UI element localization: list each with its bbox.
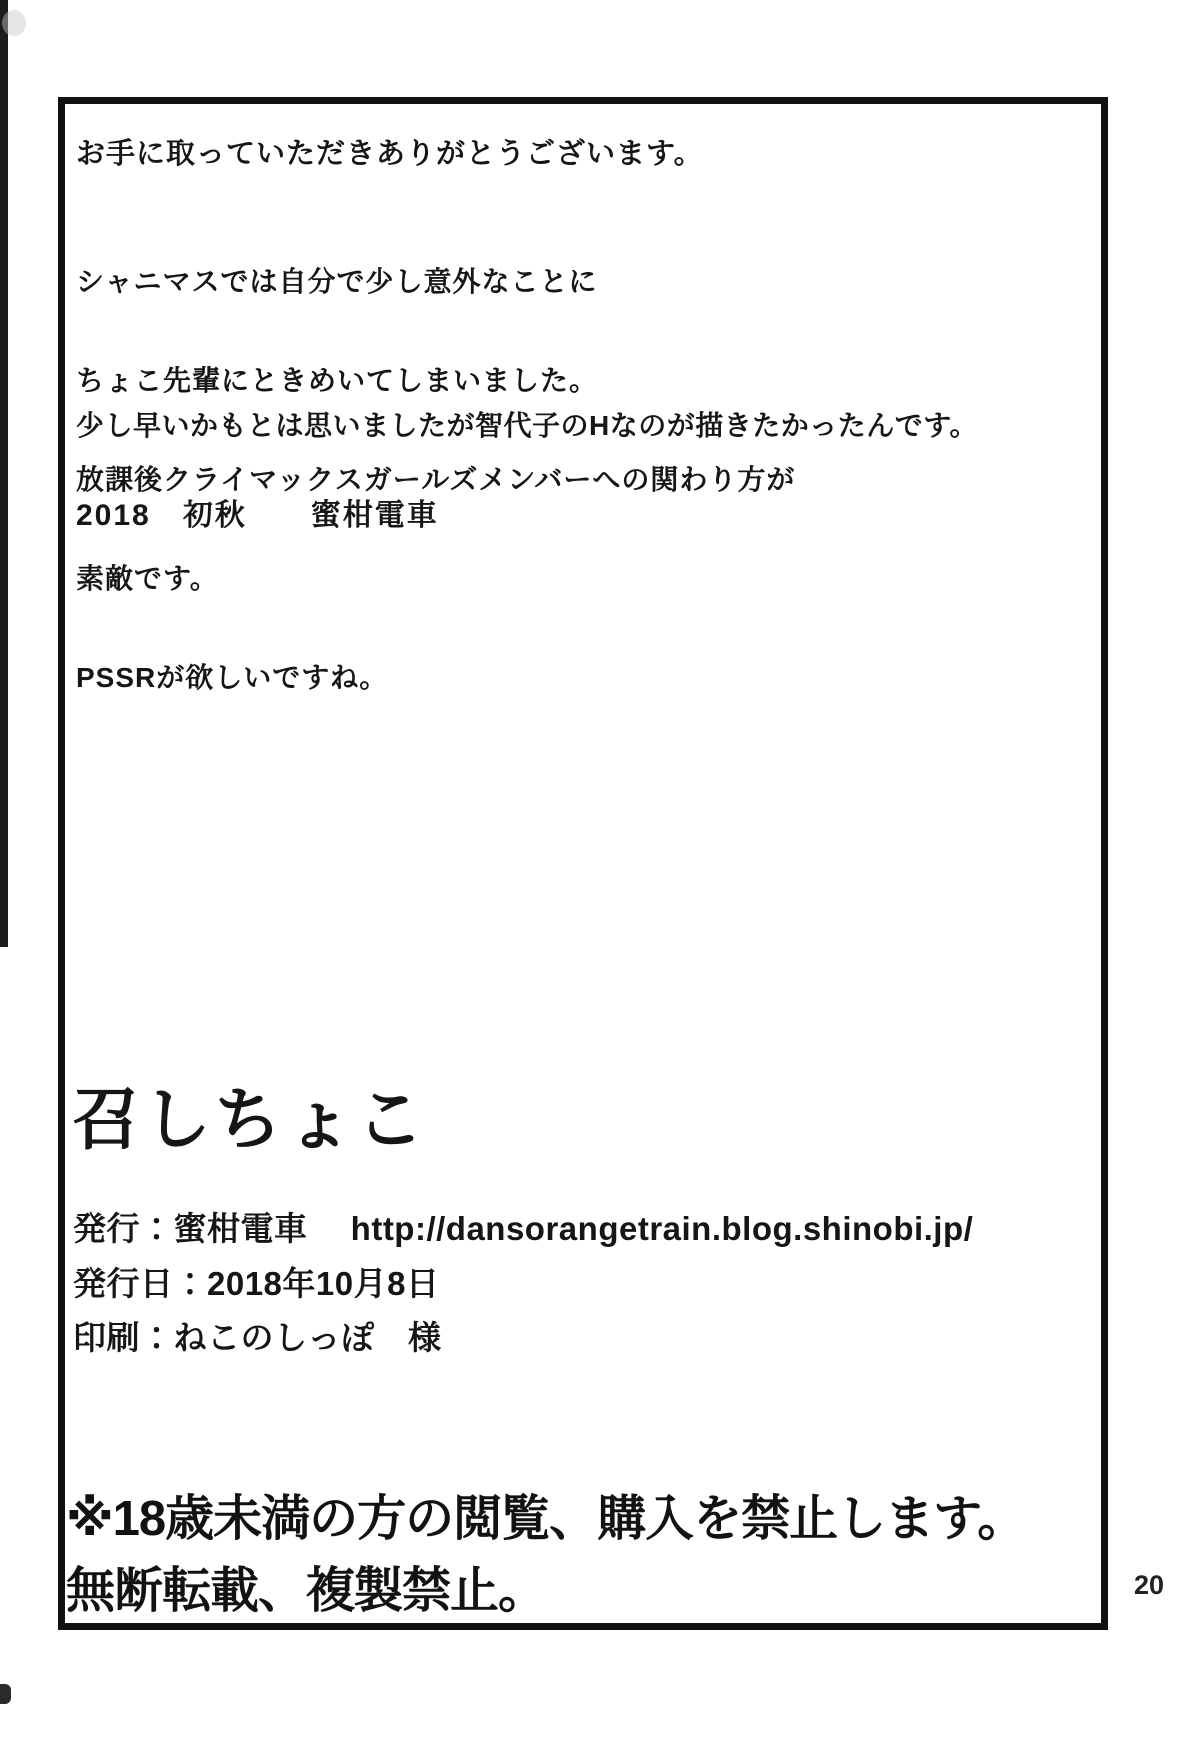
afterword-signoff-line: 2018 初秋 蜜柑電車 bbox=[76, 499, 439, 532]
afterword-body-line: 素敵です。 bbox=[76, 563, 219, 594]
afterword-body-paragraph bbox=[76, 199, 795, 760]
scan-artifact-left-edge bbox=[0, 0, 8, 947]
page-number: 20 bbox=[1134, 1570, 1165, 1600]
afterword-body-line: ちょこ先輩にときめいてしまいました。 bbox=[76, 365, 599, 396]
colophon-printer-line: 印刷：ねこのしっぽ 様 bbox=[73, 1319, 442, 1356]
book-title: 召しちょこ bbox=[72, 1082, 428, 1158]
afterword-closing-line: 少し早いかもとは思いましたが智代子のHなのが描きたかったんです。 bbox=[76, 410, 978, 441]
age-restriction-notice-line: ※18歳未満の方の閲覧、購入を禁止します。 bbox=[66, 1492, 1026, 1546]
afterword-body-line: PSSRが欲しいですね。 bbox=[76, 662, 389, 693]
colophon-publication-date-line: 発行日：2018年10月8日 bbox=[73, 1265, 440, 1302]
afterword-thanks-line: お手に取っていただきありがとうございます。 bbox=[76, 138, 704, 170]
scan-artifact-top-smudge bbox=[2, 10, 26, 36]
colophon-publisher-line: 発行：蜜柑電車 http://dansorangetrain.blog.shinobi.jp/ bbox=[73, 1210, 974, 1247]
scan-artifact-bottom-left bbox=[0, 1684, 11, 1704]
no-reproduction-notice-line: 無断転載、複製禁止。 bbox=[66, 1564, 547, 1618]
afterword-body-line: 放課後クライマックスガールズメンバーへの関わり方が bbox=[76, 464, 796, 495]
afterword-body-line: シャニマスでは自分で少し意外なことに bbox=[76, 266, 598, 297]
